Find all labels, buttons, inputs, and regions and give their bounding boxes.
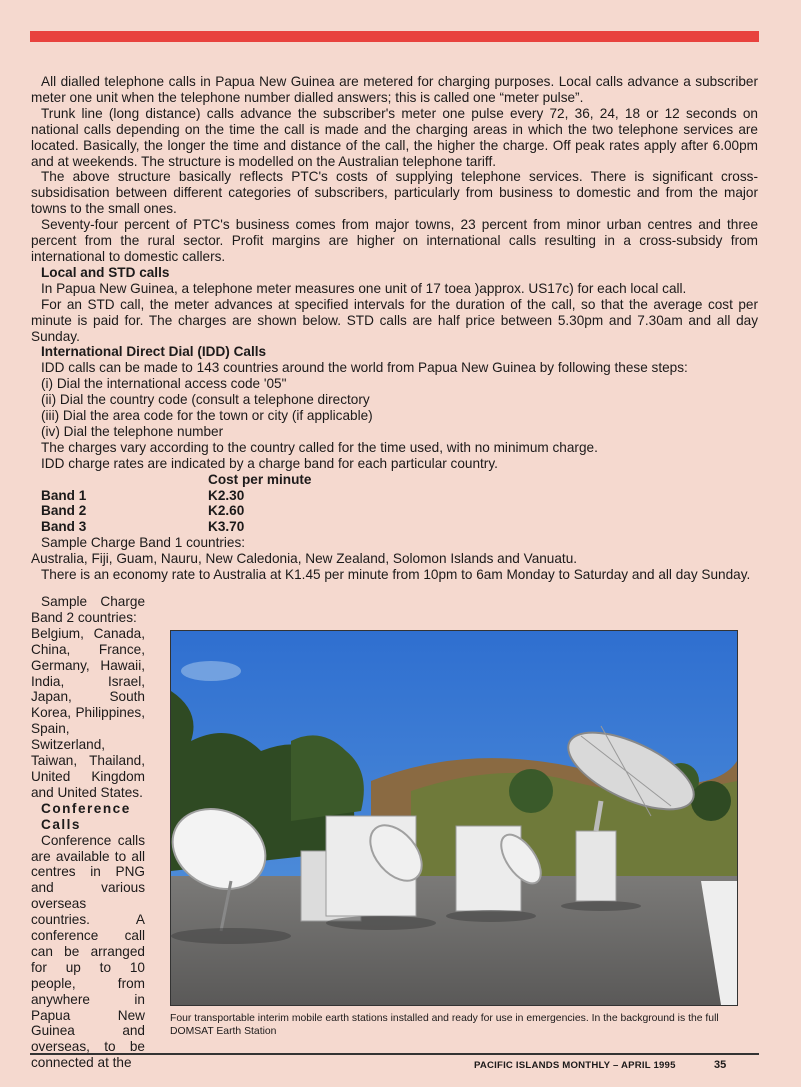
earth-station-illustration	[171, 631, 737, 1005]
paragraph-std-call: For an STD call, the meter advances at specified intervals for the duration of the call, so that the average cost per minute is paid for. The charges are shown below. STD calls are half price between 5.30pm and 7.30am and all day Sunday.	[31, 296, 758, 344]
article-body	[31, 74, 758, 583]
idd-step: (iv) Dial the telephone number	[41, 423, 224, 439]
heading-local-std: Local and STD calls	[41, 264, 170, 280]
paragraph-metering: All dialled telephone calls in Papua New Guinea are metered for charging purposes. Local calls advance a subscriber meter one unit when the telephone number dialled answers; this is called one “meter pulse”.	[31, 74, 758, 105]
rate-band: Band 1	[41, 487, 87, 503]
paragraph-local-call: In Papua New Guinea, a telephone meter measures one unit of 17 toea )approx. US17c) for each local call.	[41, 280, 687, 296]
footer-publication: PACIFIC ISLANDS MONTHLY – APRIL 1995	[474, 1060, 676, 1071]
paragraph-idd-charges: The charges vary according to the country called for the time used, with no minimum charge.	[41, 439, 598, 455]
idd-steps-list	[31, 376, 758, 440]
rate-cost: K3.70	[208, 519, 245, 535]
heading-idd: International Direct Dial (IDD) Calls	[41, 344, 267, 360]
paragraph-economy-rate: There is an economy rate to Australia at K1.45 per minute from 10pm to 6am Monday to Saturday and all day Sunday.	[41, 567, 751, 583]
rate-band: Band 3	[41, 519, 87, 535]
band2-label: Sample Charge Band 2 countries:	[31, 594, 145, 625]
rate-row	[41, 488, 758, 504]
paragraph-trunk-line: Trunk line (long distance) calls advance the subscriber's meter one pulse every 72, 36, 24, 18 or 12 seconds on national calls depending on the time the call is made and the charging areas in which the two telephone services are located. Basically, the longer the time and distance of the call, the higher the charge. Off peak rates apply after 6.00pm and at weekends. The structure is modelled on the Australian telephone tariff.	[31, 105, 758, 169]
band1-countries: Australia, Fiji, Guam, Nauru, New Caledonia, New Zealand, Solomon Islands and Vanuatu.	[31, 551, 578, 567]
page-number: 35	[714, 1059, 727, 1071]
rate-row	[41, 503, 758, 519]
idd-step: (ii) Dial the country code (consult a telephone directory	[41, 392, 370, 408]
rate-row	[41, 519, 758, 535]
rate-band: Band 2	[41, 503, 87, 519]
narrow-column	[31, 594, 145, 1071]
earth-station-photo	[170, 630, 738, 1006]
paragraph-conference: Conference calls are available to all centres in PNG and various overseas countries. A conference call can be arranged for up to 10 people, from anywhere in Papua New Guinea and overseas, to be connected at the	[31, 832, 145, 1071]
rate-cost: K2.30	[208, 487, 245, 503]
photo-caption: Four transportable interim mobile earth stations installed and ready for use in emergencies. In the background is the full DOMSAT Earth Station	[170, 1013, 719, 1037]
top-accent-bar	[30, 31, 759, 42]
idd-step: (iii) Dial the area code for the town or city (if applicable)	[41, 408, 373, 424]
rates-header: Cost per minute	[208, 471, 312, 487]
paragraph-business-share: Seventy-four percent of PTC's business comes from major towns, 23 percent from minor urban centres and three percent from the rural sector. Profit margins are higher on international calls resulting in a cross-subsidy from international to domestic callers.	[31, 217, 758, 264]
heading-conference: Conference Calls	[41, 800, 131, 832]
idd-step: (i) Dial the international access code '05"	[41, 376, 287, 392]
rate-cost: K2.60	[208, 503, 245, 519]
band1-label: Sample Charge Band 1 countries:	[41, 535, 246, 551]
rates-table	[31, 472, 758, 536]
paragraph-idd-intro: IDD calls can be made to 143 countries around the world from Papua New Guinea by following these steps:	[41, 360, 688, 376]
footer-rule	[30, 1053, 759, 1055]
paragraph-cross-subsidy: The above structure basically reflects PTC's costs of supplying telephone services. There is significant cross-subsidisation between different categories of subscribers, particularly from business to domestic and from the major towns to the small ones.	[31, 169, 758, 217]
band2-countries: Belgium, Canada, China, France, Germany, Hawaii, India, Israel, Japan, South Korea, Philippines, Spain, Switzerland, Taiwan, Thailand, United Kingdom and United States.	[31, 625, 145, 800]
paragraph-idd-bands: IDD charge rates are indicated by a charge band for each particular country.	[41, 455, 498, 471]
